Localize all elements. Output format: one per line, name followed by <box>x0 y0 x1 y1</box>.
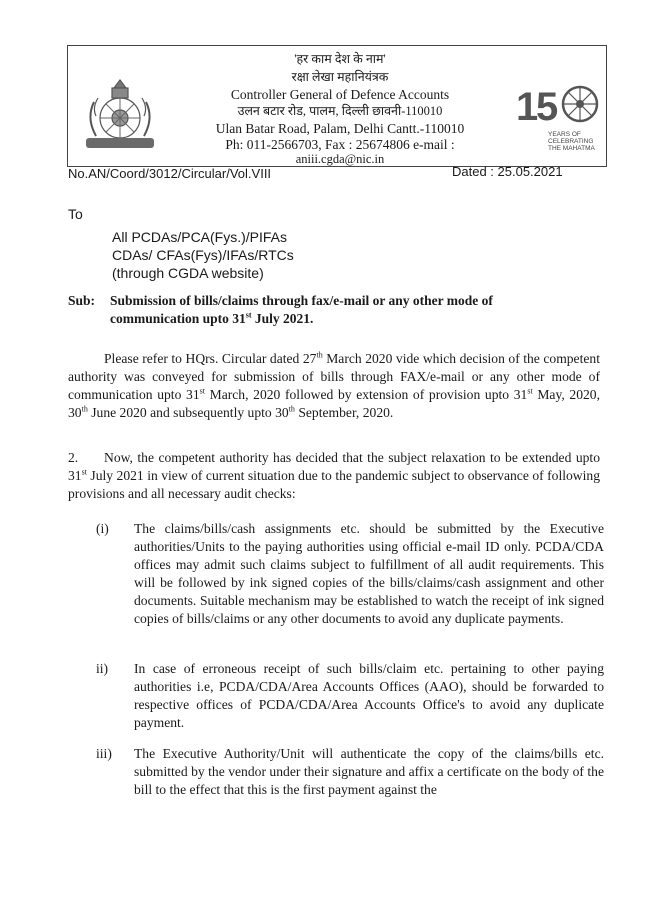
para2-number: 2. <box>68 450 79 465</box>
para1-text-3: March, 2020 followed by extension of provision upto 31 <box>204 387 528 402</box>
para1-text-2: March 2020 vide which decision of the competent authority was conveyed for submission of bills through FAX/e-mail or any other mode of communication upto 31 <box>68 351 600 402</box>
address-english: Ulan Batar Road, Palam, Delhi Cantt.-110010 <box>215 121 465 136</box>
email-address: aniii.cgda@nic.in <box>295 152 385 166</box>
svg-text:1: 1 <box>516 85 539 129</box>
addressee-line-2: CDAs/ CFAs(Fys)/IFAs/RTCs <box>112 247 294 263</box>
para1-text-5: June 2020 and subsequently upto 30 <box>87 405 289 420</box>
svg-text:5: 5 <box>536 85 559 129</box>
paragraph-2 <box>68 449 600 503</box>
para1-sup-5: th <box>288 404 295 414</box>
logo150-caption-line3: THE MAHATMA <box>548 145 595 152</box>
para2-text-1: Now, the competent authority has decided that the subject relaxation to be extended upto 31 <box>68 450 600 483</box>
para2-sup-1: st <box>81 467 87 477</box>
item-text: The claims/bills/cash assignments etc. should be submitted by the Executive authorities/Units to the paying authorities using official e-mail ID only. PCDA/CDA offices may admit such claims subject to fulfillment of all audit requirements. This will be followed by ink signed copies of the bills/claims/cash assignment and other documents. Suitable mechanism may be established to watch the receipt of ink signed copies of bills/claims or any other documents to avoid any duplicate payments. <box>134 521 604 626</box>
addressee-line-3: (through CGDA website) <box>112 265 264 281</box>
org-name-hindi: रक्षा लेखा महानियंत्रक <box>291 70 389 84</box>
para2-text-2: July 2021 in view of current situation due to the pandemic subject to observance of following provisions and all necessary audit checks: <box>68 468 600 501</box>
paragraph-1 <box>68 350 600 422</box>
dated-line: Dated : 25.05.2021 <box>452 164 563 179</box>
address-hindi: उलन बटार रोड, पालम, दिल्ली छावनी-110010 <box>237 104 443 118</box>
para1-sup-1: th <box>316 350 323 360</box>
item-text: The Executive Authority/Unit will authenticate the copy of the claims/bills etc. submitted by the vendor under their signature and affix a certificate on the body of the bill to the effect that this is the first payment against the <box>134 746 604 797</box>
logo150-caption-line1: YEARS OF <box>548 131 581 138</box>
reference-number: No.AN/Coord/3012/Circular/Vol.VIII <box>68 166 272 181</box>
subject-line-2-text: communication upto 31 <box>110 311 246 326</box>
subject-line-2 <box>68 310 598 328</box>
para1-sup-4: th <box>81 404 88 414</box>
addressee-line-1: All PCDAs/PCA(Fys.)/PIFAs <box>112 229 288 245</box>
subject-block <box>68 292 598 328</box>
subject-label: Sub: <box>68 293 96 308</box>
org-name-english: Controller General of Defence Accounts <box>230 87 450 102</box>
item-number: (i) <box>96 521 109 536</box>
item-number: ii) <box>96 661 109 676</box>
phone-fax-line: Ph: 011-2566703, Fax : 25674806 e-mail : <box>225 137 455 152</box>
para1-sup-3: st <box>527 386 533 396</box>
to-label: To <box>68 206 83 222</box>
subject-line-2-tail: July 2021. <box>251 311 314 326</box>
motto-hindi: 'हर काम देश के नाम' <box>294 52 386 66</box>
logo150-caption-line2: CELEBRATING <box>548 138 594 145</box>
subject-line-1: Submission of bills/claims through fax/e-mail or any other mode of <box>110 293 493 308</box>
logo150-caption <box>548 131 595 152</box>
para1-text-6: September, 2020. <box>294 405 394 420</box>
item-number: iii) <box>96 746 112 761</box>
para1-text-1: Please refer to HQrs. Circular dated 27 <box>104 351 317 366</box>
subject-sup: st <box>245 310 252 320</box>
para1-text-4: May, 2020, 30 <box>68 387 600 420</box>
para1-sup-2: st <box>199 386 205 396</box>
cgda-emblem-icon <box>80 72 160 156</box>
item-text: In case of erroneous receipt of such bills/claim etc. pertaining to other paying authorities i.e, PCDA/CDA/Area Accounts Offices (AAO), should be forwarded to respective offices of PCDA/CDA/Area Accounts Office's to avoid any duplicate payment. <box>134 661 604 730</box>
